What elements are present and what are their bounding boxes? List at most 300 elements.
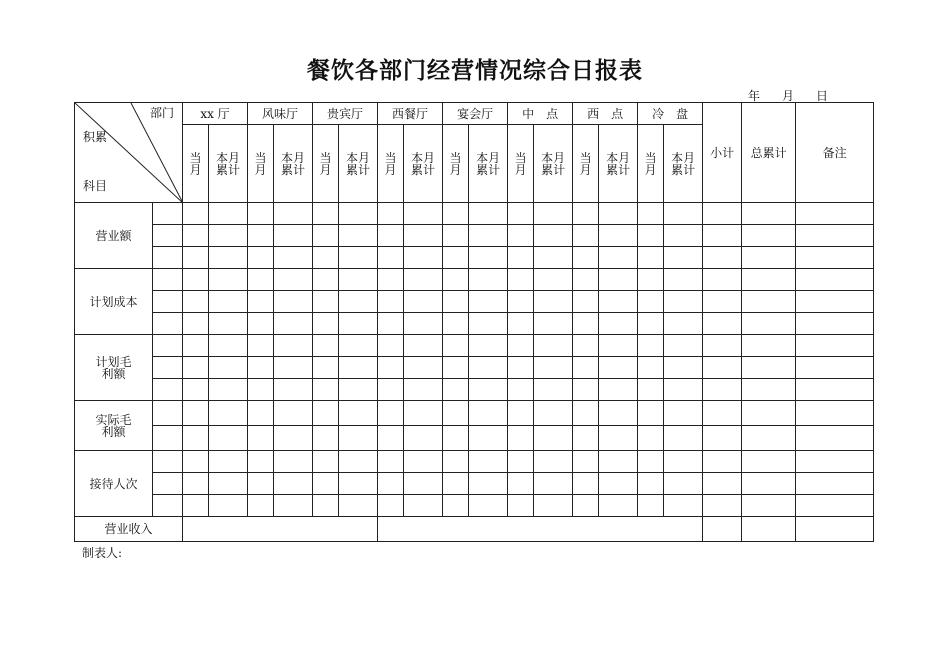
data-cell[interactable] <box>404 401 443 426</box>
data-cell[interactable] <box>508 225 534 247</box>
data-cell[interactable] <box>573 357 599 379</box>
data-cell[interactable] <box>638 203 664 225</box>
data-cell[interactable] <box>378 426 404 451</box>
data-cell[interactable] <box>664 313 703 335</box>
data-cell[interactable] <box>638 379 664 401</box>
data-cell[interactable] <box>508 495 534 517</box>
data-cell[interactable] <box>599 401 638 426</box>
data-cell[interactable] <box>274 451 313 473</box>
table-row <box>75 335 874 357</box>
data-cell[interactable] <box>638 335 664 357</box>
data-cell[interactable] <box>248 203 274 225</box>
data-cell[interactable] <box>508 247 534 269</box>
data-cell[interactable] <box>274 335 313 357</box>
data-cell[interactable] <box>534 203 573 225</box>
data-cell[interactable] <box>339 473 378 495</box>
data-cell[interactable] <box>153 357 183 379</box>
data-cell[interactable] <box>183 495 209 517</box>
data-cell[interactable] <box>248 401 274 426</box>
data-cell[interactable] <box>534 225 573 247</box>
data-cell[interactable] <box>638 269 664 291</box>
data-cell[interactable] <box>469 225 508 247</box>
data-cell[interactable] <box>796 335 874 357</box>
data-cell[interactable] <box>638 313 664 335</box>
data-cell[interactable] <box>378 291 404 313</box>
data-cell[interactable] <box>339 401 378 426</box>
data-cell[interactable] <box>183 269 209 291</box>
data-cell[interactable] <box>742 426 796 451</box>
data-cell[interactable] <box>378 225 404 247</box>
data-cell[interactable] <box>599 291 638 313</box>
data-cell[interactable] <box>339 247 378 269</box>
data-cell[interactable] <box>742 451 796 473</box>
data-cell[interactable] <box>599 473 638 495</box>
data-cell[interactable] <box>339 451 378 473</box>
data-cell[interactable] <box>664 247 703 269</box>
data-cell[interactable] <box>313 247 339 269</box>
data-cell[interactable] <box>469 495 508 517</box>
data-cell[interactable] <box>183 203 209 225</box>
data-cell[interactable] <box>469 473 508 495</box>
data-cell[interactable] <box>183 451 209 473</box>
current-day-header: 当 月 <box>313 125 339 203</box>
data-cell[interactable] <box>378 313 404 335</box>
data-cell[interactable] <box>183 357 209 379</box>
data-cell[interactable] <box>796 291 874 313</box>
data-cell[interactable] <box>313 473 339 495</box>
data-cell[interactable] <box>664 357 703 379</box>
data-cell[interactable] <box>573 335 599 357</box>
data-cell[interactable] <box>153 313 183 335</box>
data-cell[interactable] <box>183 225 209 247</box>
data-cell[interactable] <box>378 269 404 291</box>
data-cell[interactable] <box>534 451 573 473</box>
data-cell[interactable] <box>469 247 508 269</box>
data-cell[interactable] <box>443 357 469 379</box>
data-cell[interactable] <box>404 379 443 401</box>
data-cell[interactable] <box>664 426 703 451</box>
data-cell[interactable] <box>274 473 313 495</box>
data-cell[interactable] <box>638 426 664 451</box>
data-cell[interactable] <box>404 426 443 451</box>
data-cell[interactable] <box>313 335 339 357</box>
data-cell[interactable] <box>703 291 742 313</box>
data-cell[interactable] <box>378 473 404 495</box>
data-cell[interactable] <box>703 357 742 379</box>
data-cell[interactable] <box>248 269 274 291</box>
data-cell[interactable] <box>469 269 508 291</box>
data-cell[interactable] <box>534 473 573 495</box>
data-cell[interactable] <box>742 401 796 426</box>
data-cell[interactable] <box>664 269 703 291</box>
data-cell[interactable] <box>274 426 313 451</box>
data-cell[interactable] <box>274 313 313 335</box>
data-cell[interactable] <box>443 473 469 495</box>
data-cell[interactable] <box>248 473 274 495</box>
data-cell[interactable] <box>638 451 664 473</box>
data-cell[interactable] <box>248 291 274 313</box>
data-cell[interactable] <box>796 473 874 495</box>
data-cell[interactable] <box>664 473 703 495</box>
data-cell[interactable] <box>404 225 443 247</box>
data-cell[interactable] <box>638 247 664 269</box>
data-cell[interactable] <box>664 451 703 473</box>
data-cell[interactable] <box>703 203 742 225</box>
data-cell[interactable] <box>703 335 742 357</box>
data-cell[interactable] <box>339 357 378 379</box>
data-cell[interactable] <box>443 379 469 401</box>
data-cell[interactable] <box>742 473 796 495</box>
data-cell[interactable] <box>443 335 469 357</box>
data-cell[interactable] <box>248 495 274 517</box>
data-cell[interactable] <box>534 495 573 517</box>
data-cell[interactable] <box>274 225 313 247</box>
data-cell[interactable] <box>534 357 573 379</box>
data-cell[interactable] <box>274 203 313 225</box>
data-cell[interactable] <box>573 225 599 247</box>
data-cell[interactable] <box>573 473 599 495</box>
data-cell[interactable] <box>404 247 443 269</box>
data-cell[interactable] <box>599 379 638 401</box>
month-cumulative-header: 本月 累计 <box>534 125 573 203</box>
data-cell[interactable] <box>742 291 796 313</box>
data-cell[interactable] <box>378 379 404 401</box>
data-cell[interactable] <box>742 495 796 517</box>
data-cell[interactable] <box>404 313 443 335</box>
data-cell[interactable] <box>796 269 874 291</box>
income-subtotal-cell[interactable] <box>703 517 742 542</box>
data-cell[interactable] <box>153 426 183 451</box>
data-cell[interactable] <box>183 247 209 269</box>
data-cell[interactable] <box>508 291 534 313</box>
data-cell[interactable] <box>313 225 339 247</box>
data-cell[interactable] <box>209 379 248 401</box>
data-cell[interactable] <box>443 426 469 451</box>
data-cell[interactable] <box>534 426 573 451</box>
data-cell[interactable] <box>703 473 742 495</box>
data-cell[interactable] <box>796 313 874 335</box>
data-cell[interactable] <box>638 401 664 426</box>
data-cell[interactable] <box>742 269 796 291</box>
data-cell[interactable] <box>664 401 703 426</box>
data-cell[interactable] <box>469 379 508 401</box>
data-cell[interactable] <box>742 203 796 225</box>
data-cell[interactable] <box>534 313 573 335</box>
data-cell[interactable] <box>508 426 534 451</box>
data-cell[interactable] <box>469 313 508 335</box>
data-cell[interactable] <box>599 451 638 473</box>
data-cell[interactable] <box>404 291 443 313</box>
data-cell[interactable] <box>313 495 339 517</box>
data-cell[interactable] <box>209 401 248 426</box>
data-cell[interactable] <box>796 401 874 426</box>
data-cell[interactable] <box>153 495 183 517</box>
corner-header-cell <box>75 103 183 203</box>
data-cell[interactable] <box>209 269 248 291</box>
data-cell[interactable] <box>248 335 274 357</box>
table-row <box>75 225 874 247</box>
current-day-header: 当 月 <box>443 125 469 203</box>
data-cell[interactable] <box>469 451 508 473</box>
data-cell[interactable] <box>469 203 508 225</box>
data-cell[interactable] <box>183 473 209 495</box>
data-cell[interactable] <box>599 495 638 517</box>
data-cell[interactable] <box>573 203 599 225</box>
data-cell[interactable] <box>664 335 703 357</box>
data-cell[interactable] <box>378 495 404 517</box>
data-cell[interactable] <box>796 426 874 451</box>
data-cell[interactable] <box>508 379 534 401</box>
data-cell[interactable] <box>404 495 443 517</box>
data-cell[interactable] <box>248 426 274 451</box>
data-cell[interactable] <box>183 401 209 426</box>
data-cell[interactable] <box>508 451 534 473</box>
data-cell[interactable] <box>742 379 796 401</box>
data-cell[interactable] <box>339 495 378 517</box>
data-cell[interactable] <box>153 379 183 401</box>
data-cell[interactable] <box>508 473 534 495</box>
data-cell[interactable] <box>638 495 664 517</box>
data-cell[interactable] <box>534 379 573 401</box>
data-cell[interactable] <box>313 357 339 379</box>
data-cell[interactable] <box>599 203 638 225</box>
data-cell[interactable] <box>573 379 599 401</box>
data-cell[interactable] <box>638 225 664 247</box>
data-cell[interactable] <box>339 203 378 225</box>
data-cell[interactable] <box>209 495 248 517</box>
data-cell[interactable] <box>664 495 703 517</box>
data-cell[interactable] <box>443 401 469 426</box>
data-cell[interactable] <box>534 269 573 291</box>
data-cell[interactable] <box>404 451 443 473</box>
income-cell-1[interactable] <box>183 517 378 542</box>
data-cell[interactable] <box>703 313 742 335</box>
data-cell[interactable] <box>153 401 183 426</box>
data-cell[interactable] <box>703 247 742 269</box>
income-cell-2[interactable] <box>378 517 703 542</box>
data-cell[interactable] <box>339 426 378 451</box>
data-cell[interactable] <box>469 335 508 357</box>
data-cell[interactable] <box>209 473 248 495</box>
data-cell[interactable] <box>703 451 742 473</box>
remarks-header: 备注 <box>796 103 874 203</box>
data-cell[interactable] <box>573 426 599 451</box>
month-cumulative-header: 本月 累计 <box>274 125 313 203</box>
data-cell[interactable] <box>638 357 664 379</box>
data-cell[interactable] <box>248 247 274 269</box>
data-cell[interactable] <box>796 203 874 225</box>
data-cell[interactable] <box>443 247 469 269</box>
data-cell[interactable] <box>404 269 443 291</box>
data-cell[interactable] <box>573 269 599 291</box>
data-cell[interactable] <box>209 203 248 225</box>
data-cell[interactable] <box>703 225 742 247</box>
data-cell[interactable] <box>404 335 443 357</box>
data-cell[interactable] <box>469 291 508 313</box>
data-cell[interactable] <box>443 313 469 335</box>
data-cell[interactable] <box>378 203 404 225</box>
data-cell[interactable] <box>404 203 443 225</box>
data-cell[interactable] <box>796 225 874 247</box>
data-cell[interactable] <box>209 291 248 313</box>
data-cell[interactable] <box>153 335 183 357</box>
data-cell[interactable] <box>378 401 404 426</box>
data-cell[interactable] <box>469 401 508 426</box>
data-cell[interactable] <box>313 401 339 426</box>
data-cell[interactable] <box>599 225 638 247</box>
data-cell[interactable] <box>313 269 339 291</box>
income-remarks-cell[interactable] <box>796 517 874 542</box>
data-cell[interactable] <box>508 335 534 357</box>
row-label-5: 接待人次 <box>75 451 153 517</box>
data-cell[interactable] <box>638 291 664 313</box>
data-cell[interactable] <box>153 225 183 247</box>
data-cell[interactable] <box>742 313 796 335</box>
data-cell[interactable] <box>339 269 378 291</box>
data-cell[interactable] <box>209 313 248 335</box>
data-cell[interactable] <box>599 247 638 269</box>
data-cell[interactable] <box>443 203 469 225</box>
data-cell[interactable] <box>183 291 209 313</box>
data-cell[interactable] <box>339 313 378 335</box>
data-cell[interactable] <box>339 225 378 247</box>
data-cell[interactable] <box>664 225 703 247</box>
data-cell[interactable] <box>378 335 404 357</box>
data-cell[interactable] <box>274 401 313 426</box>
data-cell[interactable] <box>573 313 599 335</box>
data-cell[interactable] <box>378 451 404 473</box>
data-cell[interactable] <box>703 379 742 401</box>
data-cell[interactable] <box>209 426 248 451</box>
data-cell[interactable] <box>339 291 378 313</box>
data-cell[interactable] <box>313 379 339 401</box>
data-cell[interactable] <box>573 495 599 517</box>
data-cell[interactable] <box>508 269 534 291</box>
data-cell[interactable] <box>469 426 508 451</box>
data-cell[interactable] <box>339 379 378 401</box>
data-cell[interactable] <box>703 269 742 291</box>
data-cell[interactable] <box>599 335 638 357</box>
data-cell[interactable] <box>469 357 508 379</box>
data-cell[interactable] <box>599 269 638 291</box>
data-cell[interactable] <box>599 357 638 379</box>
data-cell[interactable] <box>573 291 599 313</box>
data-cell[interactable] <box>443 269 469 291</box>
data-cell[interactable] <box>664 203 703 225</box>
data-cell[interactable] <box>313 291 339 313</box>
data-cell[interactable] <box>153 247 183 269</box>
data-cell[interactable] <box>313 203 339 225</box>
data-cell[interactable] <box>183 335 209 357</box>
data-cell[interactable] <box>378 357 404 379</box>
data-cell[interactable] <box>274 247 313 269</box>
data-cell[interactable] <box>248 379 274 401</box>
data-cell[interactable] <box>534 335 573 357</box>
data-cell[interactable] <box>508 203 534 225</box>
data-cell[interactable] <box>153 451 183 473</box>
data-cell[interactable] <box>796 495 874 517</box>
department-header-7: 西 点 <box>573 103 638 125</box>
data-cell[interactable] <box>248 451 274 473</box>
department-header-2: 风味厅 <box>248 103 313 125</box>
data-cell[interactable] <box>508 357 534 379</box>
data-cell[interactable] <box>209 451 248 473</box>
data-cell[interactable] <box>443 451 469 473</box>
data-cell[interactable] <box>534 401 573 426</box>
data-cell[interactable] <box>183 379 209 401</box>
data-cell[interactable] <box>796 357 874 379</box>
data-cell[interactable] <box>209 247 248 269</box>
data-cell[interactable] <box>378 247 404 269</box>
data-cell[interactable] <box>183 313 209 335</box>
data-cell[interactable] <box>796 247 874 269</box>
data-cell[interactable] <box>248 225 274 247</box>
data-cell[interactable] <box>664 291 703 313</box>
data-cell[interactable] <box>599 313 638 335</box>
data-cell[interactable] <box>153 291 183 313</box>
data-cell[interactable] <box>209 357 248 379</box>
data-cell[interactable] <box>703 495 742 517</box>
data-cell[interactable] <box>183 426 209 451</box>
data-cell[interactable] <box>209 225 248 247</box>
data-cell[interactable] <box>534 247 573 269</box>
data-cell[interactable] <box>274 357 313 379</box>
data-cell[interactable] <box>573 247 599 269</box>
data-cell[interactable] <box>703 426 742 451</box>
data-cell[interactable] <box>443 495 469 517</box>
table-row <box>75 401 874 426</box>
data-cell[interactable] <box>313 451 339 473</box>
data-cell[interactable] <box>443 225 469 247</box>
data-cell[interactable] <box>248 357 274 379</box>
data-cell[interactable] <box>404 473 443 495</box>
data-cell[interactable] <box>274 379 313 401</box>
data-cell[interactable] <box>274 495 313 517</box>
data-cell[interactable] <box>274 269 313 291</box>
data-cell[interactable] <box>313 313 339 335</box>
data-cell[interactable] <box>534 291 573 313</box>
data-cell[interactable] <box>599 426 638 451</box>
data-cell[interactable] <box>796 451 874 473</box>
data-cell[interactable] <box>339 335 378 357</box>
income-total-cell[interactable] <box>742 517 796 542</box>
data-cell[interactable] <box>664 379 703 401</box>
data-cell[interactable] <box>796 379 874 401</box>
data-cell[interactable] <box>404 357 443 379</box>
data-cell[interactable] <box>274 291 313 313</box>
data-cell[interactable] <box>443 291 469 313</box>
data-cell[interactable] <box>313 426 339 451</box>
current-day-header: 当 月 <box>508 125 534 203</box>
data-cell[interactable] <box>508 401 534 426</box>
data-cell[interactable] <box>153 473 183 495</box>
data-cell[interactable] <box>742 357 796 379</box>
data-cell[interactable] <box>248 313 274 335</box>
total-cumulative-header: 总累计 <box>742 103 796 203</box>
data-cell[interactable] <box>742 247 796 269</box>
data-cell[interactable] <box>153 203 183 225</box>
data-cell[interactable] <box>638 473 664 495</box>
data-cell[interactable] <box>742 225 796 247</box>
data-cell[interactable] <box>153 269 183 291</box>
data-cell[interactable] <box>573 451 599 473</box>
data-cell[interactable] <box>703 401 742 426</box>
data-cell[interactable] <box>209 335 248 357</box>
data-cell[interactable] <box>742 335 796 357</box>
data-cell[interactable] <box>573 401 599 426</box>
month-cumulative-header: 本月 累计 <box>664 125 703 203</box>
data-cell[interactable] <box>508 313 534 335</box>
